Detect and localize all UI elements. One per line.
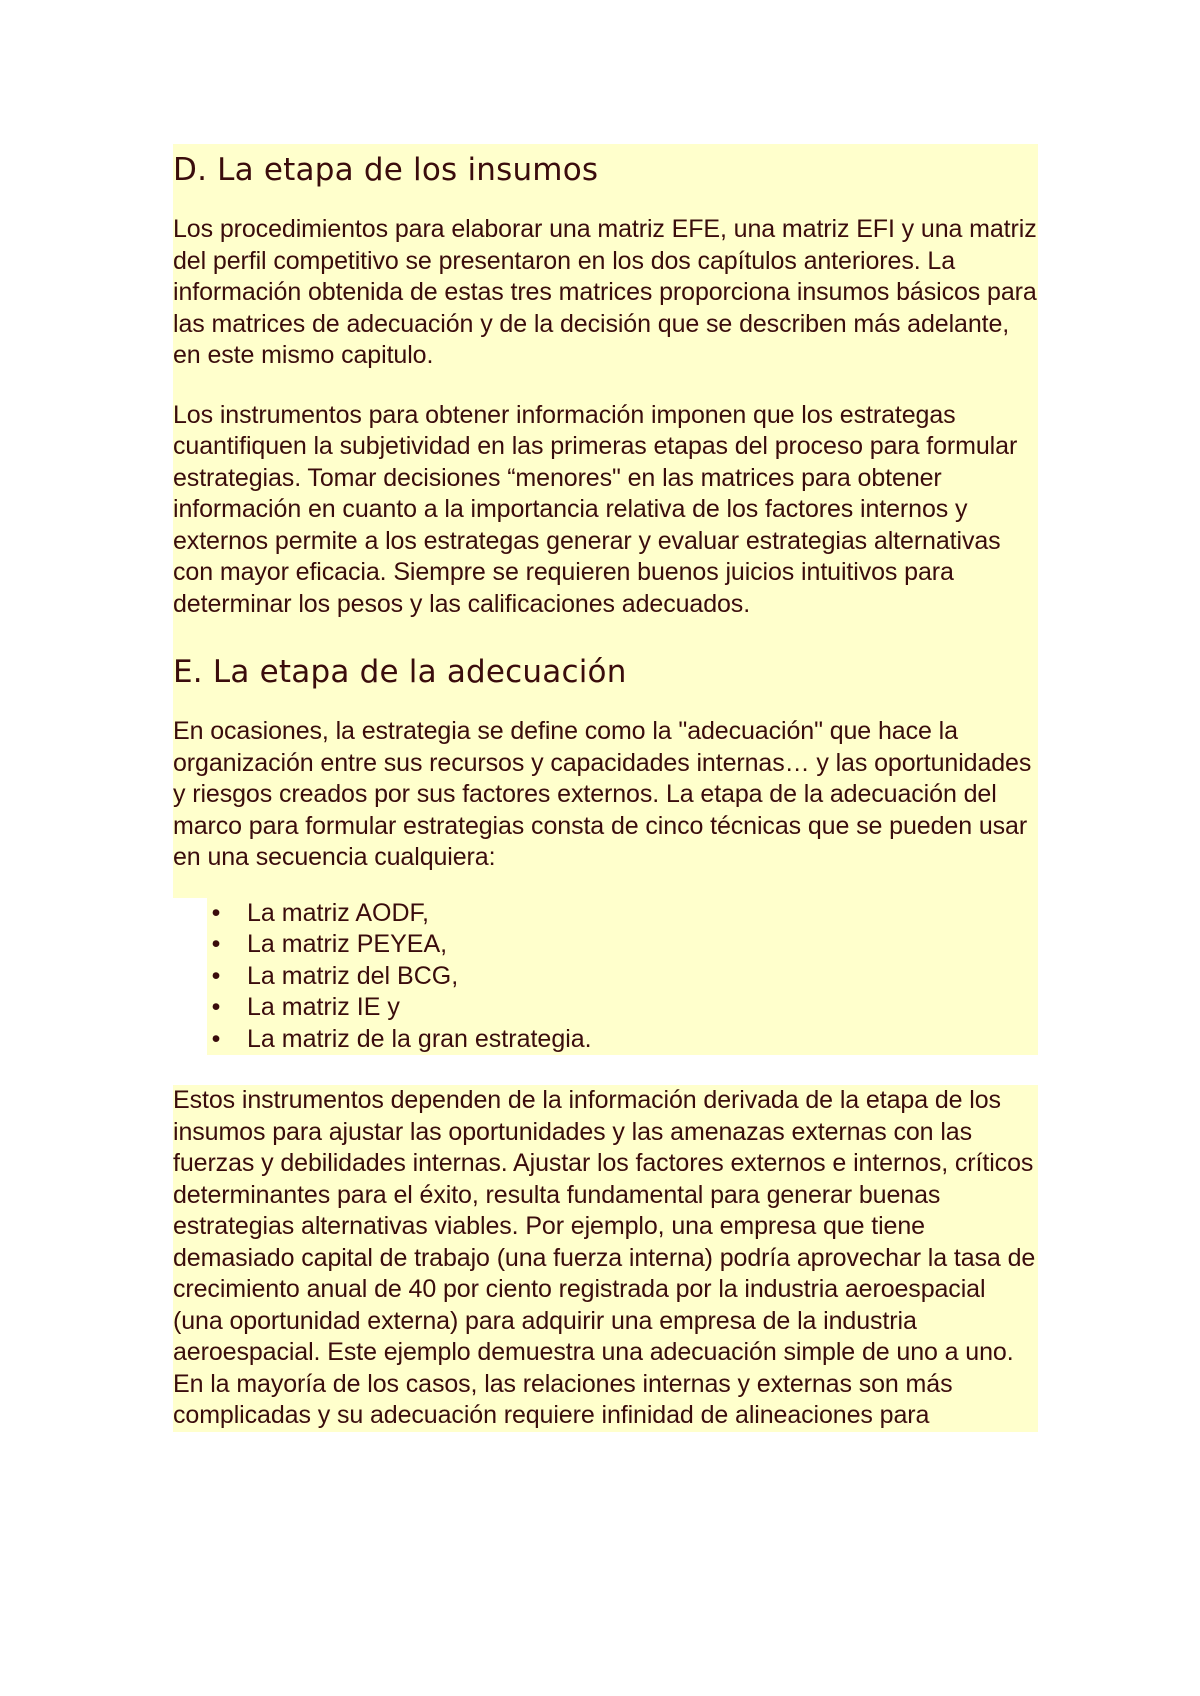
list-item: • La matriz AODF,	[173, 898, 1038, 930]
list-item: • La matriz IE y	[173, 992, 1038, 1024]
bullet-icon	[211, 898, 221, 930]
section-e-closing-block	[173, 1085, 1038, 1432]
section-d-heading: D. La etapa de los insumos	[173, 152, 599, 188]
section-e-heading: E. La etapa de la adecuación	[173, 654, 627, 690]
section-d-paragraph-1: Los procedimientos para elaborar una matriz EFE, una matriz EFI y una matriz del perfil competitivo se presentaron en los dos capítulos anteriores. La información obtenida de estas tres matrices proporciona insumos básicos para las matrices de adecuación y de la decisión que se describen más adelante, en este mismo capitulo.	[173, 215, 1037, 369]
technique-list-wrapper	[173, 898, 1038, 1056]
section-d-paragraph-2: Los instrumentos para obtener información imponen que los estrategas cuantifiquen la subjetividad en las primeras etapas del proceso para formular estrategias. Tomar decisiones “menores" en las matrices para obtener información en cuanto a la importancia relativa de los factores internos y externos permite a los estrategas generar y evaluar estrategias alternativas con mayor eficacia. Siempre se requieren buenos juicios intuitivos para determinar los pesos y las calificaciones adecuados.	[173, 400, 1018, 618]
list-item: • La matriz del BCG,	[173, 961, 1038, 993]
section-e-closing-paragraph: Estos instrumentos dependen de la información derivada de la etapa de los insumos para ajustar las oportunidades y las amenazas externas con las fuerzas y debilidades internas. Ajustar los factores externos e internos, críticos determinantes para el éxito, resulta fundamental para generar buenas estrategias alternativas viables. Por ejemplo, una empresa que tiene demasiado capital de trabajo (una fuerza interna) podría aprovechar la tasa de crecimiento anual de 40 por ciento registrada por la industria aeroespacial (una oportunidad externa) para adquirir una empresa de la industria aeroespacial. Este ejemplo demuestra una adecuación simple de uno a uno. En la mayoría de los casos, las relaciones internas y externas son más complicadas y su adecuación requiere infinidad de alineaciones para	[173, 1086, 1036, 1429]
section-d	[173, 144, 1038, 874]
list-item: • La matriz PEYEA,	[173, 929, 1038, 961]
bullet-icon	[211, 1024, 221, 1056]
list-item: • La matriz de la gran estrategia.	[173, 1024, 1038, 1056]
bullet-icon	[211, 929, 221, 961]
bullet-icon	[211, 961, 221, 993]
section-e-intro: En ocasiones, la estrategia se define como la "adecuación" que hace la organización entre sus recursos y capacidades internas… y las oportunidades y riesgos creados por sus factores externos. La etapa de la adecuación del marco para formular estrategias consta de cinco técnicas que se pueden usar en una secuencia cualquiera:	[173, 717, 1032, 871]
bullet-icon	[211, 992, 221, 1024]
technique-list	[173, 898, 1038, 1056]
document-content	[173, 144, 1038, 1432]
